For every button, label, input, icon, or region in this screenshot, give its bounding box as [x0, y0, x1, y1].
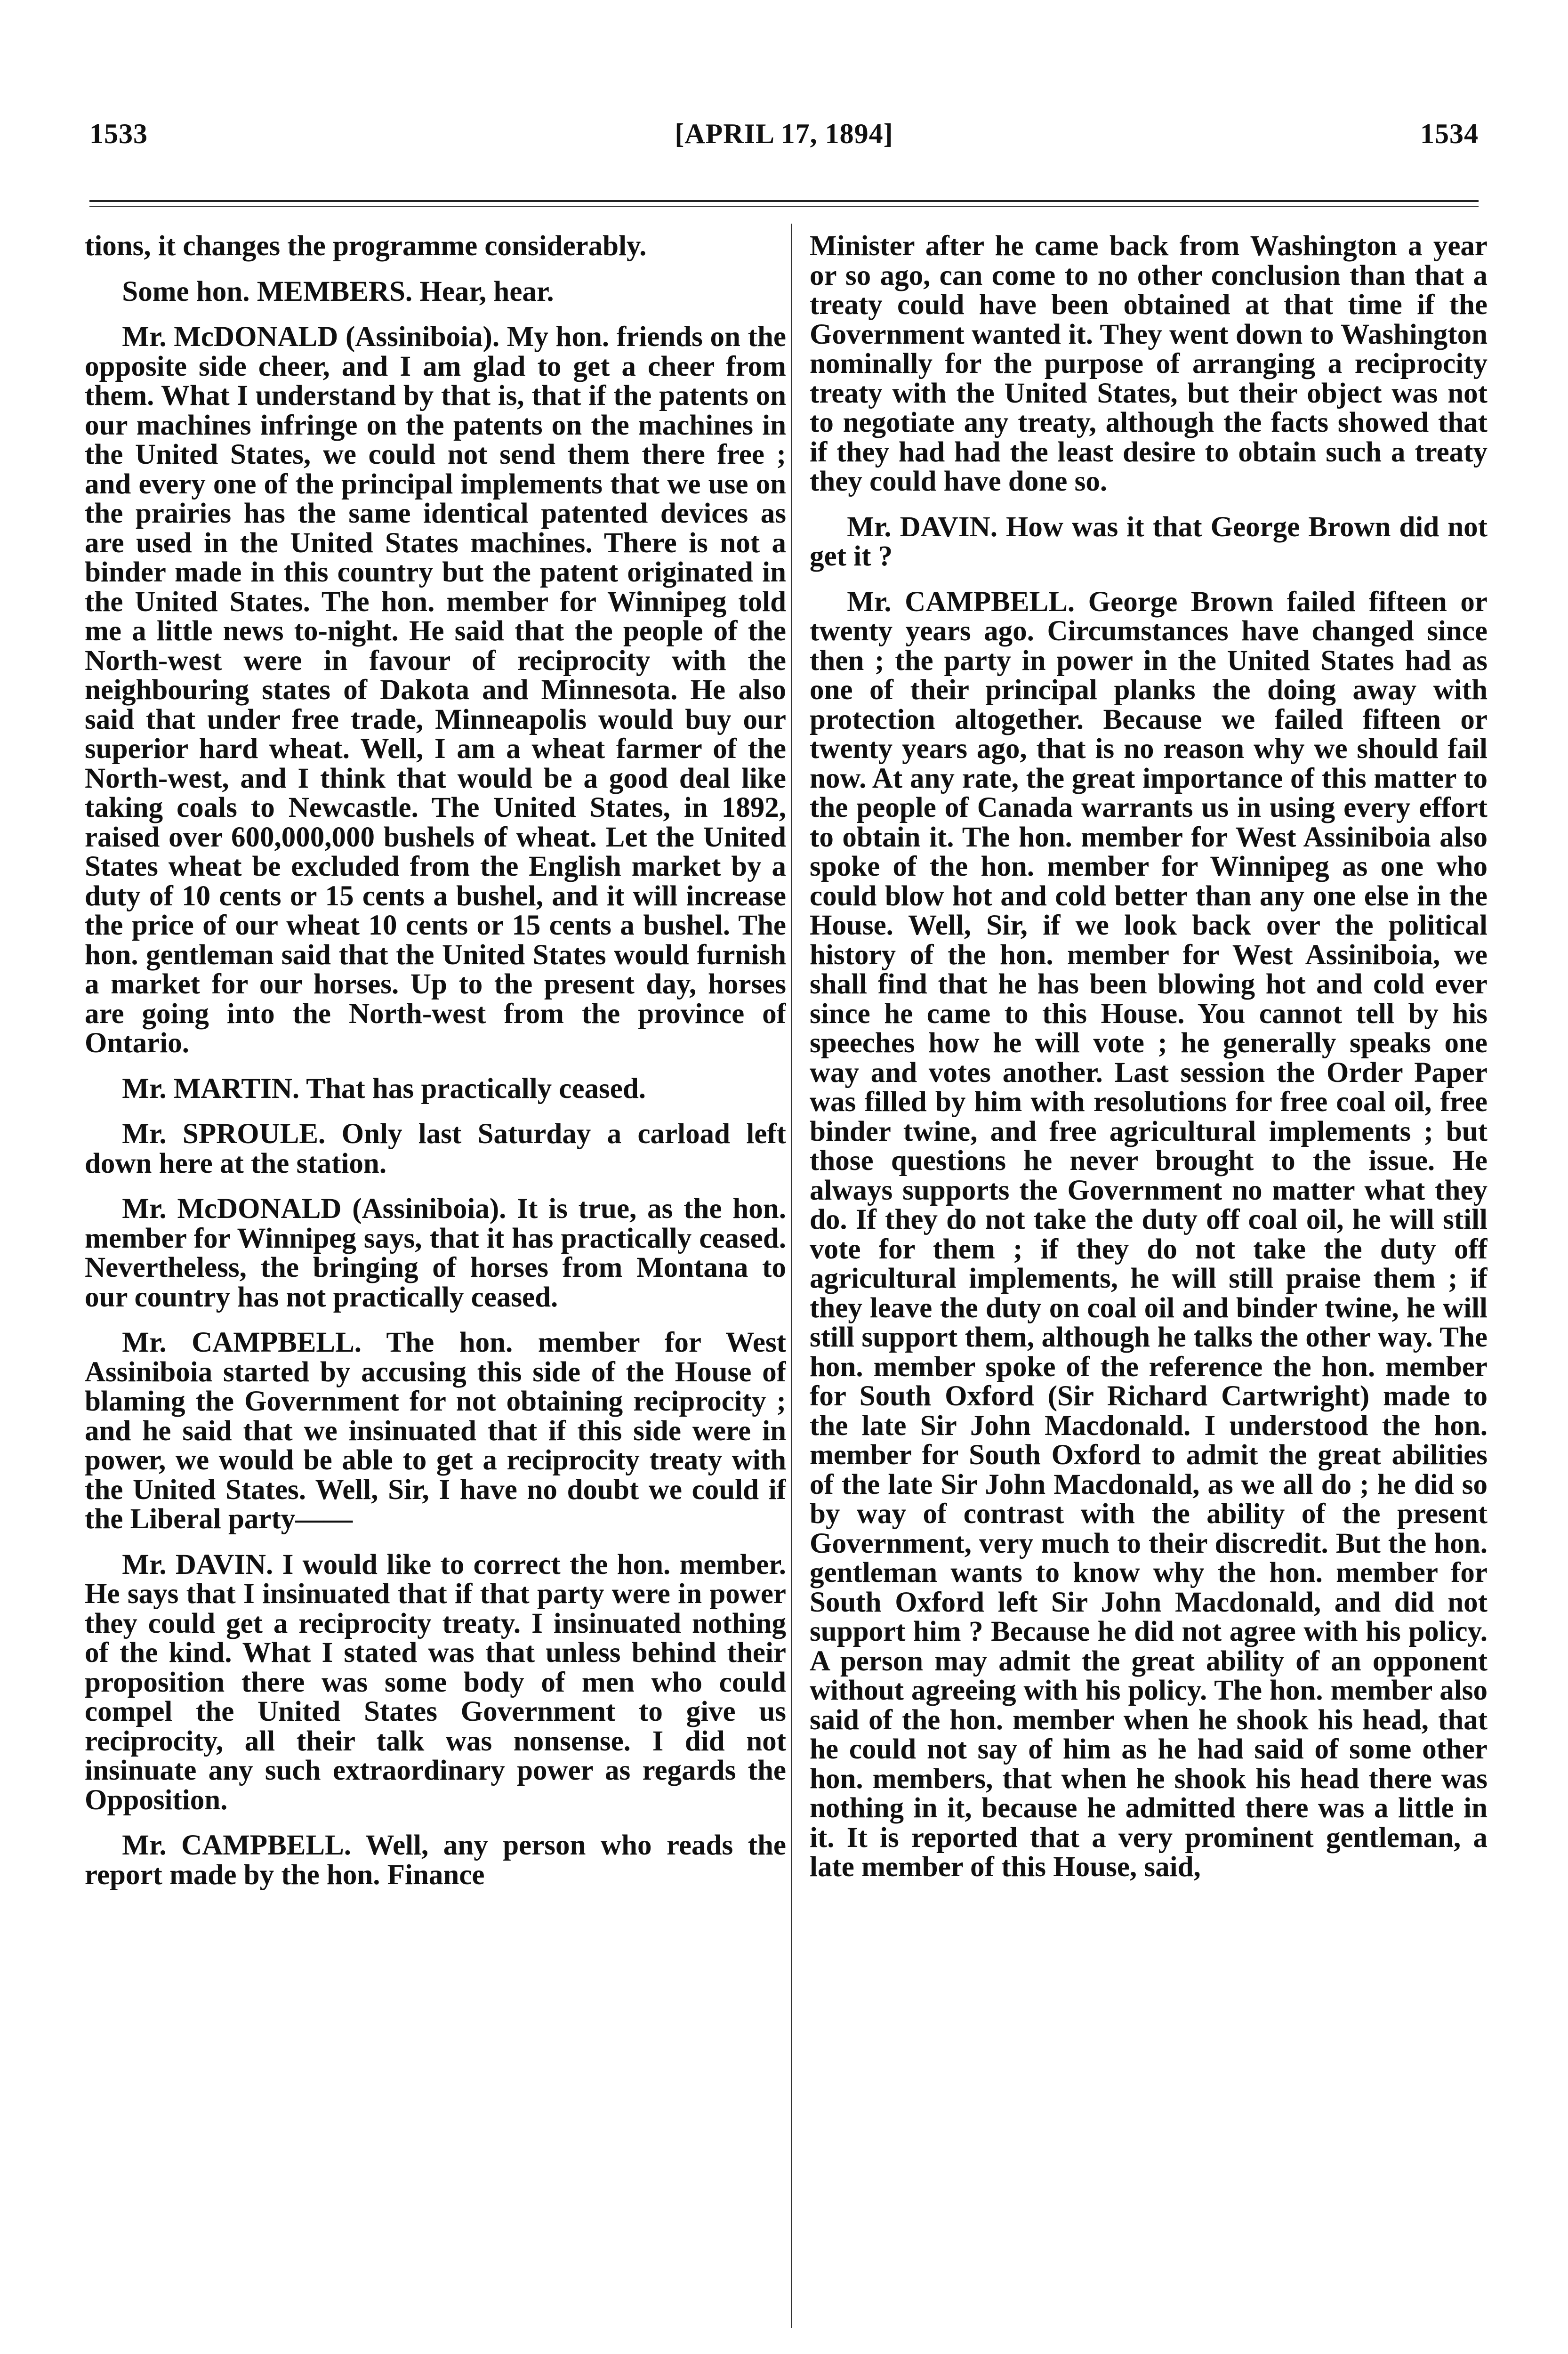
paragraph: Minister after he came back from Washington a year or so ago, can come to no other conclusion than that a treaty could have been obtained at that time if the Government wanted it. They went down to Washington nominally for the purpose of arranging a reciprocity treaty with the United States, but their object was not to negotiate any treaty, although the facts showed that if they had had the least desire to obtain such a treaty they could have done so.: [810, 232, 1488, 497]
paragraph: tions, it changes the programme considerably.: [85, 232, 647, 262]
paragraph: Mr. SPROULE. Only last Saturday a carload left down here at the station.: [85, 1118, 786, 1179]
page-number-right: 1534: [1420, 118, 1479, 149]
left-column: [85, 232, 786, 2327]
paragraph: Mr. McDONALD (Assiniboia). My hon. friends on the opposite side cheer, and I am glad to get a cheer from them. What I understand by that is, that if the patents on our machines infringe on the patents on the machines in the United States, we could not send them there free ; and every one of the principal implements that we use on the prairies has the same identical patented devices as are used in the United States machines. There is not a binder made in this country but the patent originated in the United States. The hon. member for Winnipeg told me a little news to-night. He said that the people of the North-west were in favour of reciprocity with the neighbouring states of Dakota and Minnesota. He also said that under free trade, Minneapolis would buy our superior hard wheat. Well, I am a wheat farmer of the North-west, and I think that would be a good deal like taking coals to Newcastle. The United States, in 1892, raised over 600,000,000 bushels of wheat. Let the United States wheat be excluded from the English market by a duty of 10 cents or 15 cents a bushel, and it will increase the price of our wheat 10 cents or 15 cents a bushel. The hon. gentleman said that the United States would furnish a market for our horses. Up to the present day, horses are going into the North-west from the province of Ontario.: [85, 321, 786, 1059]
header-rule-thin: [89, 206, 1479, 207]
paragraph: Some hon. MEMBERS. Hear, hear.: [122, 275, 554, 307]
paragraph: Mr. DAVIN. How was it that George Brown did not get it ?: [810, 511, 1488, 572]
column-divider: [791, 224, 792, 2328]
page-header: [89, 118, 1479, 155]
header-date: [APRIL 17, 1894]: [675, 118, 893, 149]
paragraph: Mr. CAMPBELL. The hon. member for West Assiniboia started by accusing this side of the House of blaming the Government for not obtaining reciprocity ; and he said that we insinuated that if this side were in power, we would be able to get a reciprocity treaty with the United States. Well, Sir, I have no doubt we could if the Liberal party——: [85, 1327, 786, 1535]
page-number-left: 1533: [89, 118, 148, 149]
right-column: [810, 232, 1488, 2327]
paragraph: Mr. DAVIN. I would like to correct the hon. member. He says that I insinuated that if that party were in power they could get a reciprocity treaty. I insinuated nothing of the kind. What I stated was that unless behind their proposition there was some body of men who could compel the United States Government to give us reciprocity, all their talk was nonsense. I did not insinuate any such extraordinary power as regards the Opposition.: [85, 1548, 786, 1816]
paragraph: Mr. MARTIN. That has practically ceased.: [122, 1072, 646, 1104]
header-rule-thick: [89, 200, 1479, 202]
paragraph: Mr. CAMPBELL. George Brown failed fifteen or twenty years ago. Circumstances have changed since then ; the party in power in the United States had as one of their principal planks the doing away with protection altogether. Because we failed fifteen or twenty years ago, that is no reason why we should fail now. At any rate, the great importance of this matter to the people of Canada warrants us in using every effort to obtain it. The hon. member for West Assiniboia also spoke of the hon. member for Winnipeg as one who could blow hot and cold better than any one else in the House. Well, Sir, if we look back over the political history of the hon. member for West Assiniboia, we shall find that he has been blowing hot and cold ever since he came to this House. You cannot tell by his speeches how he will vote ; he generally speaks one way and votes another. Last session the Order Paper was filled by him with resolutions for free coal oil, free binder twine, and free agricultural implements ; but those questions he never brought to the issue. He always supports the Government no matter what they do. If they do not take the duty off coal oil, he will still vote for them ; if they do not take the duty off agricultural implements, he will still praise them ; if they leave the duty on coal oil and binder twine, he will still support them, although he talks the other way. The hon. member spoke of the reference the hon. member for South Oxford (Sir Richard Cartwright) made to the late Sir John Macdonald. I understood the hon. member for South Oxford to admit the great abilities of the late Sir John Macdonald, as we all do ; he did so by way of contrast with the ability of the present Government, very much to their discredit. But the hon. gentleman wants to know why the hon. member for South Oxford left Sir John Macdonald, and did not support him ? Because he did not agree with his policy. A person may admit the great ability of an opponent without agreeing with his policy. The hon. member also said of the hon. member when he shook his head, that he could not say of him as he had said of some other hon. members, that when he shook his head there was nothing in it, because he admitted there was a little in it. It is reported that a very prominent gentleman, a late member of this House, said,: [810, 586, 1488, 1883]
paragraph: Mr. McDONALD (Assiniboia). It is true, as the hon. member for Winnipeg says, that it has practically ceased. Nevertheless, the bringing of horses from Montana to our country has not practically ceased.: [85, 1193, 786, 1313]
paragraph: Mr. CAMPBELL. Well, any person who reads the report made by the hon. Finance: [85, 1830, 786, 1891]
